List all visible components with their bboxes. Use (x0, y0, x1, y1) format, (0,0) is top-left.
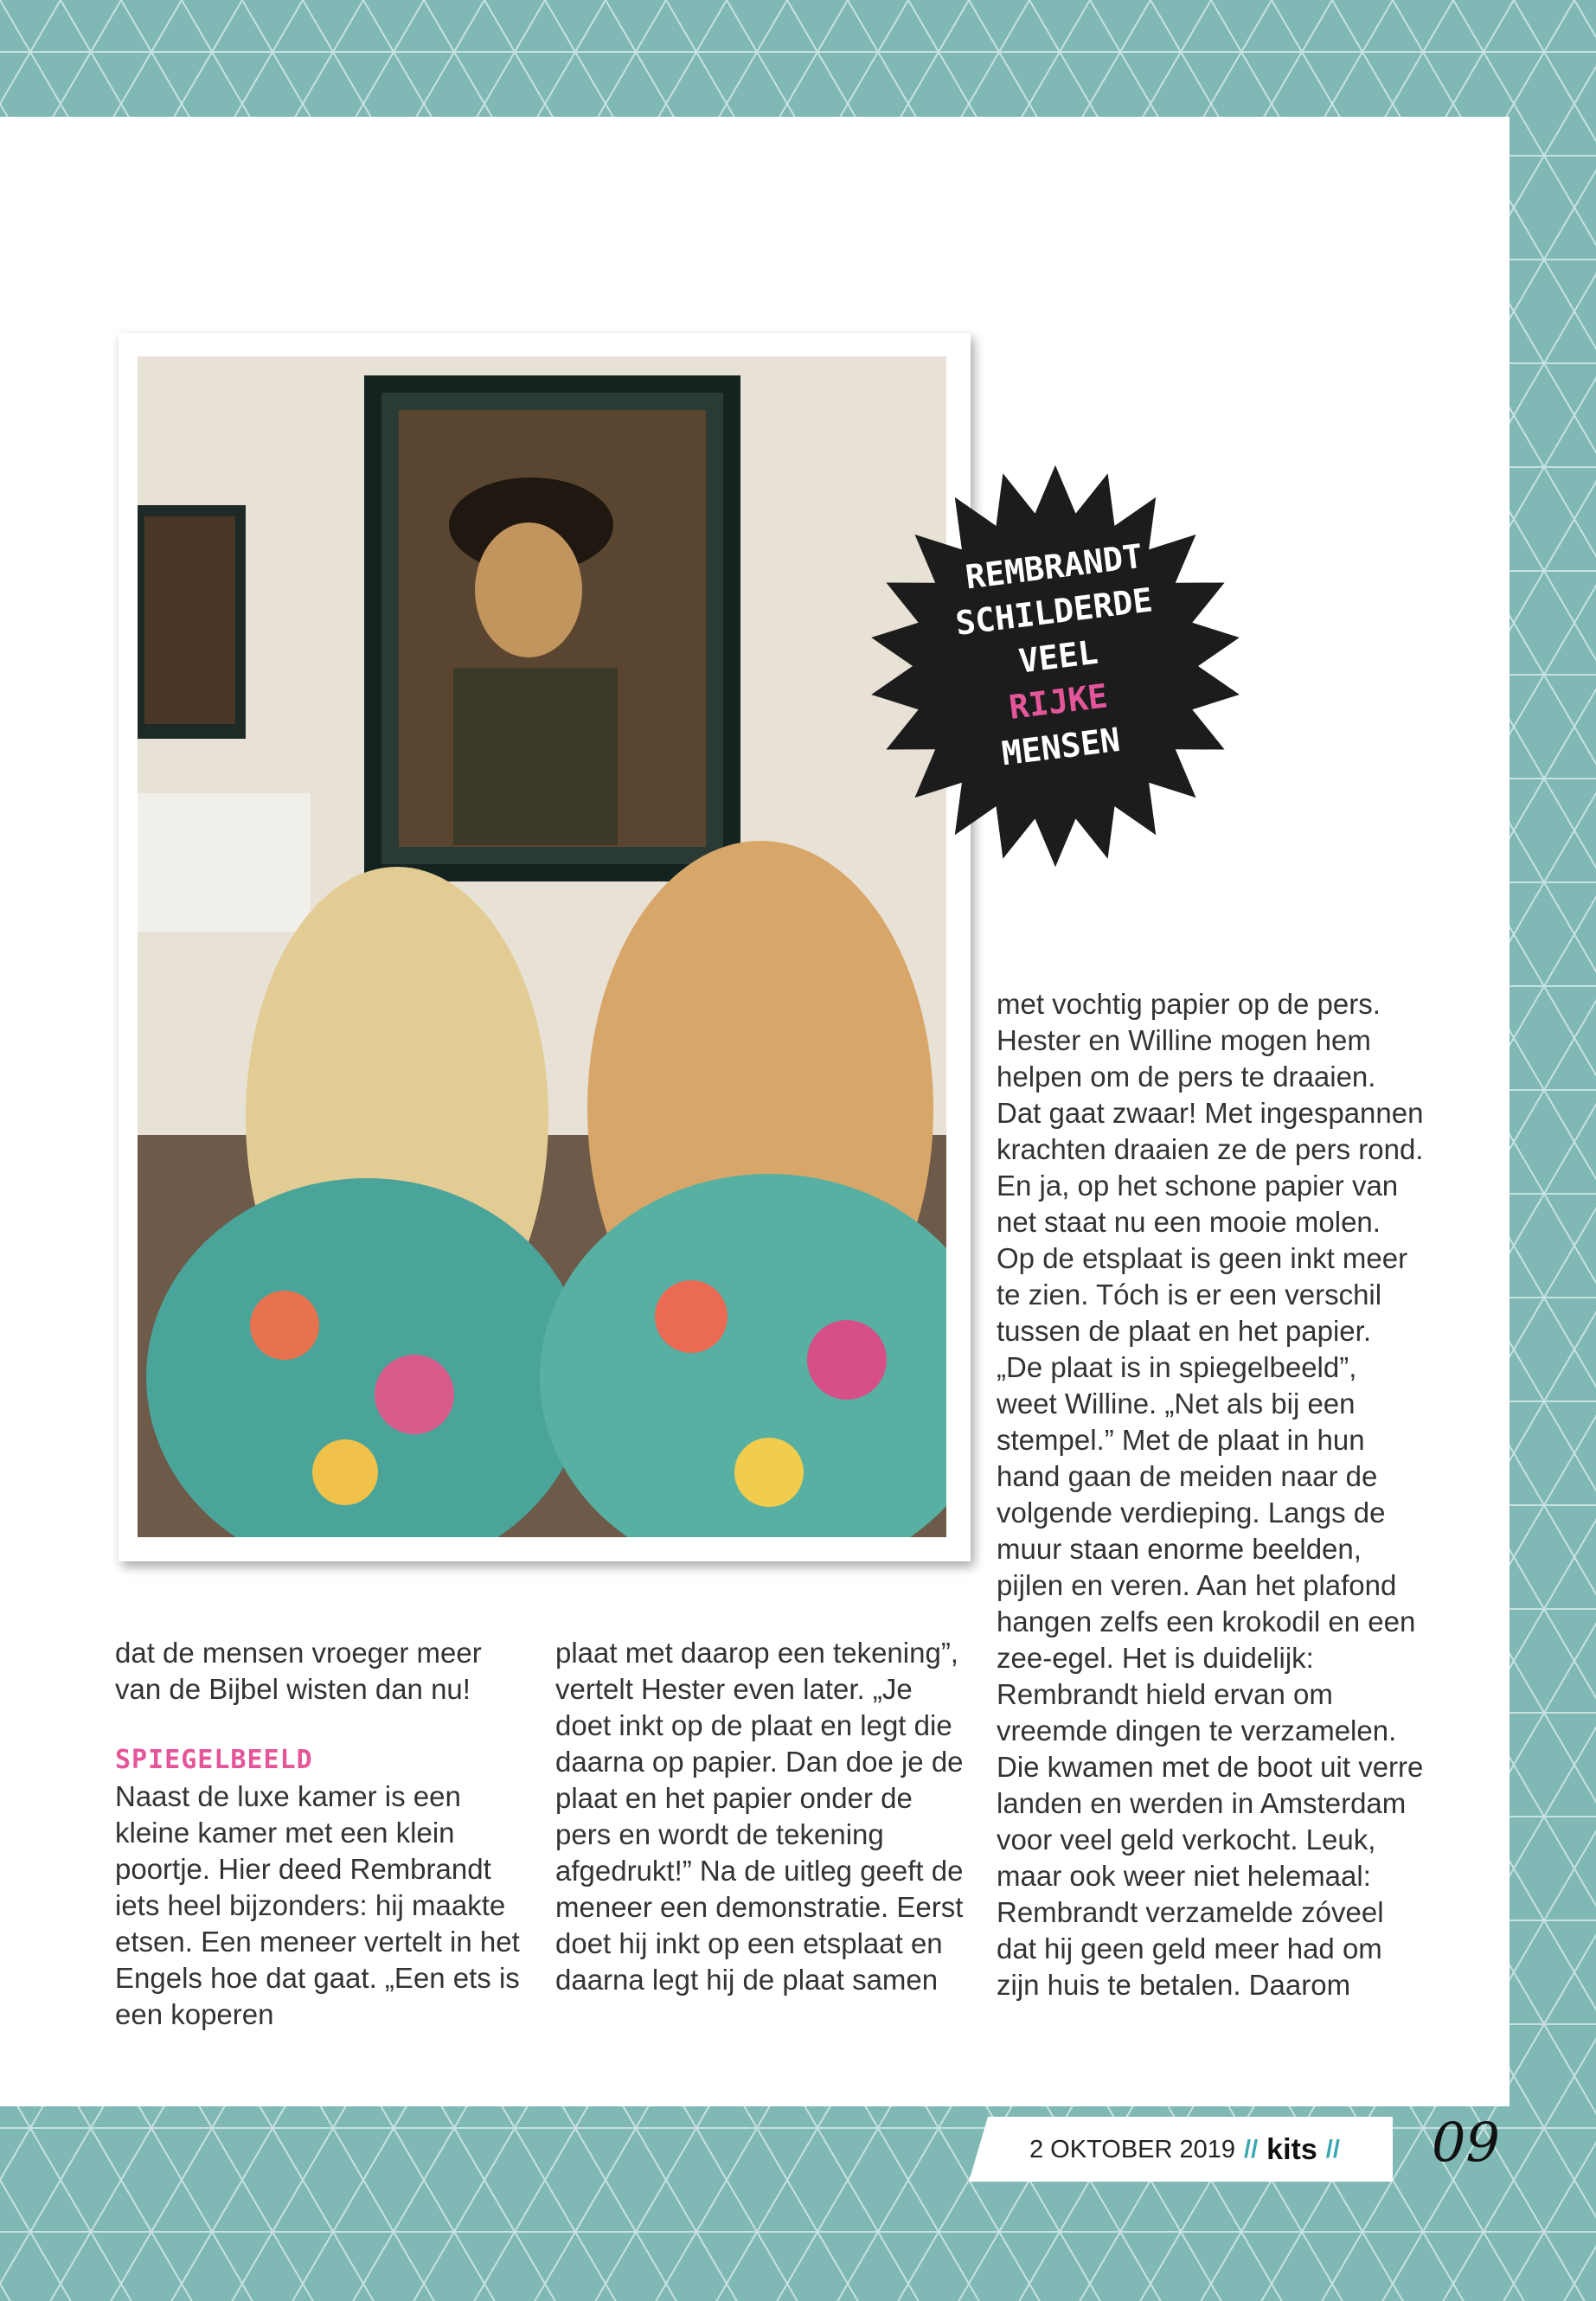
museum-photo (138, 356, 946, 1537)
page-number: 09 (1432, 2111, 1500, 2174)
callout-line-2: SCHILDERDE (953, 580, 1155, 643)
article-column-2 (555, 1635, 971, 1998)
issue-date: 2 OKTOBER 2019 (1029, 2135, 1236, 2163)
article-paragraph: plaat met daarop een tekening”, vertelt Hester even later. „Je doet inkt op de plaat en legt die daarna op papier. Dan doe je de plaat en het papier onder de pers en wordt de tekening afgedrukt!” Na de uitleg geeft de meneer een demonstratie. Eerst doet hij inkt op een etsplaat en daarna legt hij de plaat samen (555, 1637, 964, 1996)
callout-line-1: REMBRANDT (963, 536, 1145, 597)
separator: // (1325, 2135, 1340, 2163)
article-paragraph: met vochtig papier op de pers. Hester en Willine mogen hem helpen om de pers te draaien. Dat gaat zwaar! Met ingespannen krachten draaien ze de pers rond. En ja, op het schone papier van net staat nu een mooie molen. Op de etsplaat is geen inkt meer te zien. Tóch is er een verschil tussen de plaat en het papier. „De plaat is in spiegelbeeld”, weet Willine. „Net als bij een stempel.” Met de plaat in hun hand gaan de meiden naar de volgende verdieping. Langs de muur staan enorme beelden, pijlen en veren. Aan het plafond hangen zelfs een krokodil en een zee-egel. Het is duidelijk: Rembrandt hield ervan om vreemde dingen te verzamelen. Die kwamen met de boot uit verre landen en werden in Amsterdam voor veel geld verkocht. Leuk, maar ook weer niet helemaal: Rembrandt verzamelde zóveel dat hij geen geld meer had om zijn huis te betalen. Daarom (997, 988, 1424, 2001)
separator: // (1244, 2135, 1259, 2163)
section-heading: SPIEGELBEELD (115, 1745, 313, 1775)
callout-line-5: MENSEN (999, 720, 1123, 773)
callout-line-4: RIJKE (1006, 676, 1110, 727)
footer (1029, 2124, 1340, 2176)
article-paragraph: Naast de luxe kamer is een kleine kamer met een klein poortje. Hier deed Rembrandt iets heel bijzonders: hij maakte etsen. Een meneer vertelt in het Engels hoe dat gaat. „Een ets is een koperen (115, 1780, 520, 2030)
callout-line-3: VEEL (1016, 632, 1100, 681)
article-column-3 (997, 986, 1425, 2003)
article-column-1 (115, 1635, 530, 2033)
magazine-logo: kits (1266, 2132, 1317, 2166)
starburst-callout (865, 458, 1246, 874)
photo-frame (119, 333, 971, 1561)
article-paragraph: dat de mensen vroeger meer van de Bijbel wisten dan nu! (115, 1637, 482, 1705)
